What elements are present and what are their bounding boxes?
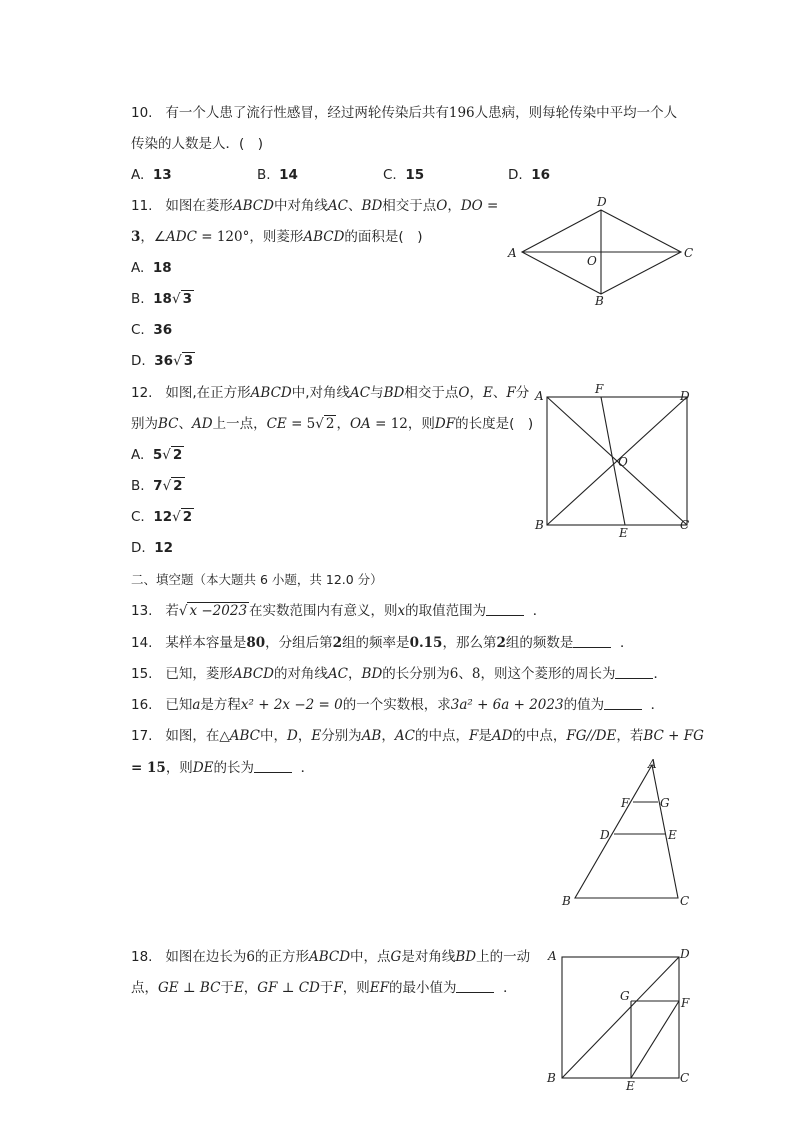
q12-label-d: D bbox=[680, 389, 690, 403]
q17-answer-blank[interactable] bbox=[254, 760, 292, 773]
q10-number: 10. bbox=[131, 105, 153, 121]
q11-line-2: 3，∠ADC = 120°，则菱形ABCD的面积是( ) bbox=[131, 229, 423, 245]
q13-line: 13. 若√ x −2023 在实数范围内有意义，则x的取值范围为 ． bbox=[131, 603, 547, 619]
q11-label-c: C bbox=[684, 246, 694, 260]
q17-label-g: G bbox=[660, 796, 670, 810]
q15-number: 15. bbox=[131, 666, 153, 682]
q12-option-b[interactable]: B. 7√ 2 bbox=[131, 478, 183, 494]
q12-label-f: F bbox=[595, 382, 604, 396]
q11-label-o: O bbox=[587, 254, 597, 268]
q17-triangle-abc bbox=[575, 765, 678, 898]
q11-label-b: B bbox=[595, 294, 604, 308]
q12-option-c[interactable]: C. 12√ 2 bbox=[131, 509, 193, 525]
q10-option-d[interactable]: D. 16 bbox=[508, 167, 551, 183]
q12-line-2: 别为BC、AD上一点，CE = 5√ 2 ，OA = 12，则DF的长度是( ) bbox=[131, 416, 534, 432]
q15-line: 15. 已知，菱形ABCD的对角线AC，BD的长分别为6、8，则这个菱形的周长为 ． bbox=[131, 666, 667, 682]
q11-rhombus-figure bbox=[500, 190, 700, 310]
q12-option-d[interactable]: D. 12 bbox=[131, 540, 174, 556]
q12-label-c: C bbox=[680, 518, 690, 532]
q14-line: 14. 某样本容量是80，分组后第2组的频率是0.15，那么第2组的频数是 ． bbox=[131, 635, 634, 651]
q17-number: 17. bbox=[131, 728, 153, 744]
q17-label-f: F bbox=[621, 796, 630, 810]
q17-label-a: A bbox=[648, 757, 657, 771]
q17-line-2: = 15，则DE的长为 ． bbox=[131, 760, 315, 776]
q12-label-e: E bbox=[619, 526, 628, 540]
q18-square-figure bbox=[540, 945, 705, 1095]
q10-line-1: 10. 有一个人患了流行性感冒，经过两轮传染后共有196人患病，则每轮传染中平均一个人 bbox=[131, 105, 678, 121]
q12-label-b: B bbox=[535, 518, 544, 532]
q12-number: 12. bbox=[131, 385, 153, 401]
q11-line-1: 11. 如图在菱形ABCD中对角线AC、BD相交于点O，DO = bbox=[131, 198, 499, 214]
q18-label-b: B bbox=[547, 1071, 556, 1085]
q17-line-1: 17. 如图，在△ABC中，D，E分别为AB，AC的中点，F是AD的中点，FG//DE，若BC + FG bbox=[131, 728, 704, 744]
q18-line-2: 点，GE ⊥ BC于E，GF ⊥ CD于F，则EF的最小值为 ． bbox=[131, 980, 517, 996]
q18-label-e: E bbox=[626, 1079, 635, 1093]
q18-label-f: F bbox=[681, 996, 690, 1010]
q17-label-c: C bbox=[680, 894, 690, 908]
q13-answer-blank[interactable] bbox=[486, 603, 524, 616]
q14-answer-blank[interactable] bbox=[573, 635, 611, 648]
q18-label-a: A bbox=[548, 949, 557, 963]
q11-option-b[interactable]: B. 18√ 3 bbox=[131, 291, 192, 307]
q17-triangle-figure bbox=[555, 755, 705, 910]
q11-label-d: D bbox=[597, 195, 607, 209]
q18-label-g: G bbox=[620, 989, 630, 1003]
section-2-title: 二、填空题（本大题共 6 小题，共 12.0 分） bbox=[131, 572, 383, 587]
q12-line-1: 12. 如图,在正方形ABCD中,对角线AC与BD相交于点O，E、F分 bbox=[131, 385, 530, 401]
q16-line: 16. 已知a是方程x² + 2x −2 = 0的一个实数根，求3a² + 6a + 2023的值为 ． bbox=[131, 697, 665, 713]
q18-segment-ef bbox=[631, 1001, 679, 1078]
q10-option-b[interactable]: B. 14 bbox=[257, 167, 298, 183]
q12-label-o: O bbox=[618, 455, 628, 469]
q18-number: 18. bbox=[131, 949, 153, 965]
q16-answer-blank[interactable] bbox=[604, 697, 642, 710]
q13-number: 13. bbox=[131, 603, 153, 619]
q10-option-a[interactable]: A. 13 bbox=[131, 167, 172, 183]
q18-diagonal-bd bbox=[562, 957, 679, 1078]
q12-label-a: A bbox=[535, 389, 544, 403]
q18-label-c: C bbox=[680, 1071, 690, 1085]
q11-number: 11. bbox=[131, 198, 153, 214]
q12-square-figure bbox=[530, 380, 700, 545]
q15-answer-blank[interactable] bbox=[615, 666, 653, 679]
q12-option-a[interactable]: A. 5√ 2 bbox=[131, 447, 183, 463]
q17-label-d: D bbox=[600, 828, 610, 842]
q14-number: 14. bbox=[131, 635, 153, 651]
q11-option-a[interactable]: A. 18 bbox=[131, 260, 172, 276]
q11-option-c[interactable]: C. 36 bbox=[131, 322, 173, 338]
q16-number: 16. bbox=[131, 697, 153, 713]
q10-option-c[interactable]: C. 15 bbox=[383, 167, 425, 183]
q18-answer-blank[interactable] bbox=[456, 980, 494, 993]
q17-label-b: B bbox=[562, 894, 571, 908]
q18-line-1: 18. 如图在边长为6的正方形ABCD中，点G是对角线BD上的一动 bbox=[131, 949, 531, 965]
q10-line-2: 传染的人数是人．( ) bbox=[131, 136, 264, 152]
q17-label-e: E bbox=[668, 828, 677, 842]
q18-label-d: D bbox=[680, 947, 690, 961]
q11-option-d[interactable]: D. 36√ 3 bbox=[131, 353, 194, 369]
q11-label-a: A bbox=[508, 246, 517, 260]
